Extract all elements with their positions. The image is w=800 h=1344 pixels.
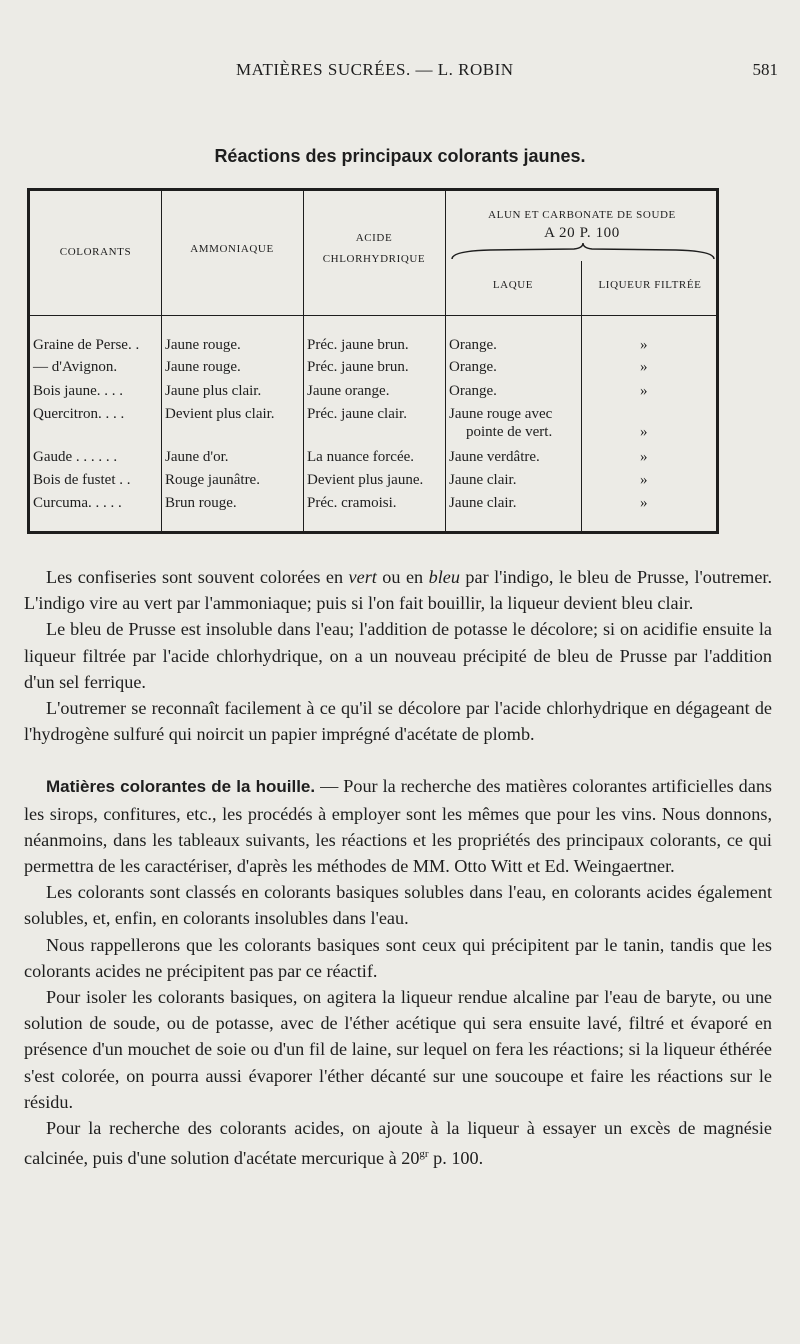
header-alun-line2: A 20 P. 100: [544, 225, 620, 241]
cell-laque: Jaune clair.: [449, 472, 517, 488]
page-header: [0, 60, 800, 86]
header-ammoniaque: AMMONIAQUE: [190, 243, 274, 255]
page-number: 581: [752, 60, 778, 79]
column-divider: [581, 261, 582, 531]
cell-ammoniaque: Jaune rouge.: [165, 337, 241, 353]
header-acide-sub: CHLORHYDRIQUE: [322, 253, 426, 265]
cell-colorant: Bois de fustet . .: [33, 472, 131, 488]
cell-ammoniaque: Brun rouge.: [165, 495, 237, 511]
text-run: Pour la recherche des colorants acides, on ajoute à la liqueur à essayer un excès de magnésie calcinée, puis d'une solution d'acétate mercurique à 20: [24, 1118, 772, 1169]
cell-colorant: Curcuma. . . . .: [33, 495, 122, 511]
cell-ammoniaque: Jaune rouge.: [165, 359, 241, 375]
body-text: [24, 564, 772, 1172]
cell-ammoniaque: Jaune plus clair.: [165, 383, 262, 399]
superscript: gr: [419, 1148, 429, 1161]
cell-acide: Préc. cramoisi.: [307, 495, 397, 511]
cell-ammoniaque: Devient plus clair.: [165, 406, 275, 422]
text-run: par l'indigo, le bleu de Prusse, l'outremer. L'indigo vire au vert par l'ammoniaque; puis si l'on fait bouillir, la liqueur devient bleu clair.: [24, 567, 772, 614]
italic-bleu: bleu: [428, 567, 460, 587]
cell-laque: Orange.: [449, 337, 497, 353]
header-alun-line1: ALUN ET CARBONATE DE SOUDE: [488, 209, 676, 221]
paragraph: Nous rappellerons que les colorants basiques sont ceux qui précipitent par le tanin, tandis que les colorants acides ne précipitent pas par ce réactif.: [24, 934, 772, 981]
paragraph: [24, 773, 772, 879]
cell-ammoniaque: Rouge jaunâtre.: [165, 472, 260, 488]
section-heading: Matières colorantes de la houille.: [46, 777, 316, 797]
cell-laque: Jaune clair.: [449, 495, 517, 511]
text-run: p. 100.: [428, 1148, 484, 1169]
cell-laque: Orange.: [449, 359, 497, 375]
column-divider: [445, 191, 446, 531]
cell-liqueur: »: [640, 424, 648, 440]
cell-laque-cont: pointe de vert.: [466, 424, 553, 440]
text-run: — Pour la recherche des matières colorantes artificielles dans les sirops, confitures, etc., les procédés à employer sont les mêmes que pour les vins. Nous donnons, néanmoins, dans les tableaux suivants, les réactions et les propriétés des principaux colorants, ce qui permettra de les caractériser, d'après les méthodes de MM. Otto Witt et Ed. Weingaertner.: [24, 776, 772, 877]
cell-liqueur: »: [640, 449, 648, 465]
cell-acide: Préc. jaune brun.: [307, 359, 409, 375]
italic-vert: vert: [348, 567, 377, 587]
paragraph: [24, 1115, 772, 1171]
running-title: MATIÈRES SUCRÉES. — L. ROBIN: [236, 60, 514, 79]
cell-liqueur: »: [640, 472, 648, 488]
cell-acide: Préc. jaune brun.: [307, 337, 409, 353]
cell-colorant: Graine de Perse. .: [33, 337, 140, 353]
cell-colorant: Quercitron. . . .: [33, 406, 125, 422]
cell-colorant: — d'Avignon.: [33, 359, 118, 375]
cell-colorant: Bois jaune. . . .: [33, 383, 123, 399]
paragraph: Les colorants sont classés en colorants basiques solubles dans l'eau, en colorants acides également solubles, et, enfin, en colorants insolubles dans l'eau.: [24, 882, 772, 929]
cell-liqueur: »: [640, 383, 648, 399]
header-acide: ACIDE: [355, 232, 393, 244]
header-laque: LAQUE: [492, 279, 534, 291]
header-liqueur: LIQUEUR FILTRÉE: [598, 279, 702, 291]
cell-colorant: Gaude . . . . . .: [33, 449, 118, 465]
cell-liqueur: »: [640, 495, 648, 511]
header-brace: [450, 243, 716, 261]
paragraph: L'outremer se reconnaît facilement à ce qu'il se décolore par l'acide chlorhydrique en dégageant de l'hydrogène sulfuré qui noircit un papier imprégné d'acétate de plomb.: [24, 698, 772, 745]
text-run: Les confiseries sont souvent colorées en: [46, 567, 349, 587]
cell-laque: Jaune rouge avec: [449, 406, 553, 422]
cell-laque: Jaune verdâtre.: [449, 449, 540, 465]
cell-acide: Préc. jaune clair.: [307, 406, 407, 422]
header-rule: [30, 315, 716, 316]
paragraph: [24, 564, 772, 616]
cell-liqueur: »: [640, 359, 648, 375]
column-divider: [161, 191, 162, 531]
cell-ammoniaque: Jaune d'or.: [165, 449, 229, 465]
cell-liqueur: »: [640, 337, 648, 353]
paragraph: Le bleu de Prusse est insoluble dans l'eau; l'addition de potasse le décolore; si on acidifie ensuite la liqueur filtrée par l'acide chlorhydrique, on a un nouveau précipité de bleu de Prusse par l'addition d'un sel ferrique.: [24, 619, 772, 692]
text-run: ou en: [376, 567, 429, 587]
paragraph: Pour isoler les colorants basiques, on agitera la liqueur rendue alcaline par l'eau de baryte, ou une solution de soude, ou de potasse, avec de l'éther acétique qui sera ensuite lavé, filtré et évaporé en présence d'un mouchet de soie ou d'un fil de laine, sur lequel on fera les réactions; si la liqueur éthérée s'est colorée, on pourra aussi évaporer l'éther décanté sur une soucoupe et faire les réactions sur le résidu.: [24, 987, 772, 1112]
cell-acide: La nuance forcée.: [307, 449, 415, 465]
cell-acide: Devient plus jaune.: [307, 472, 424, 488]
cell-laque: Orange.: [449, 383, 497, 399]
reactions-table: [27, 188, 719, 534]
cell-acide: Jaune orange.: [307, 383, 390, 399]
table-title: Réactions des principaux colorants jaunes.: [214, 146, 586, 166]
header-colorants: COLORANTS: [59, 246, 132, 258]
